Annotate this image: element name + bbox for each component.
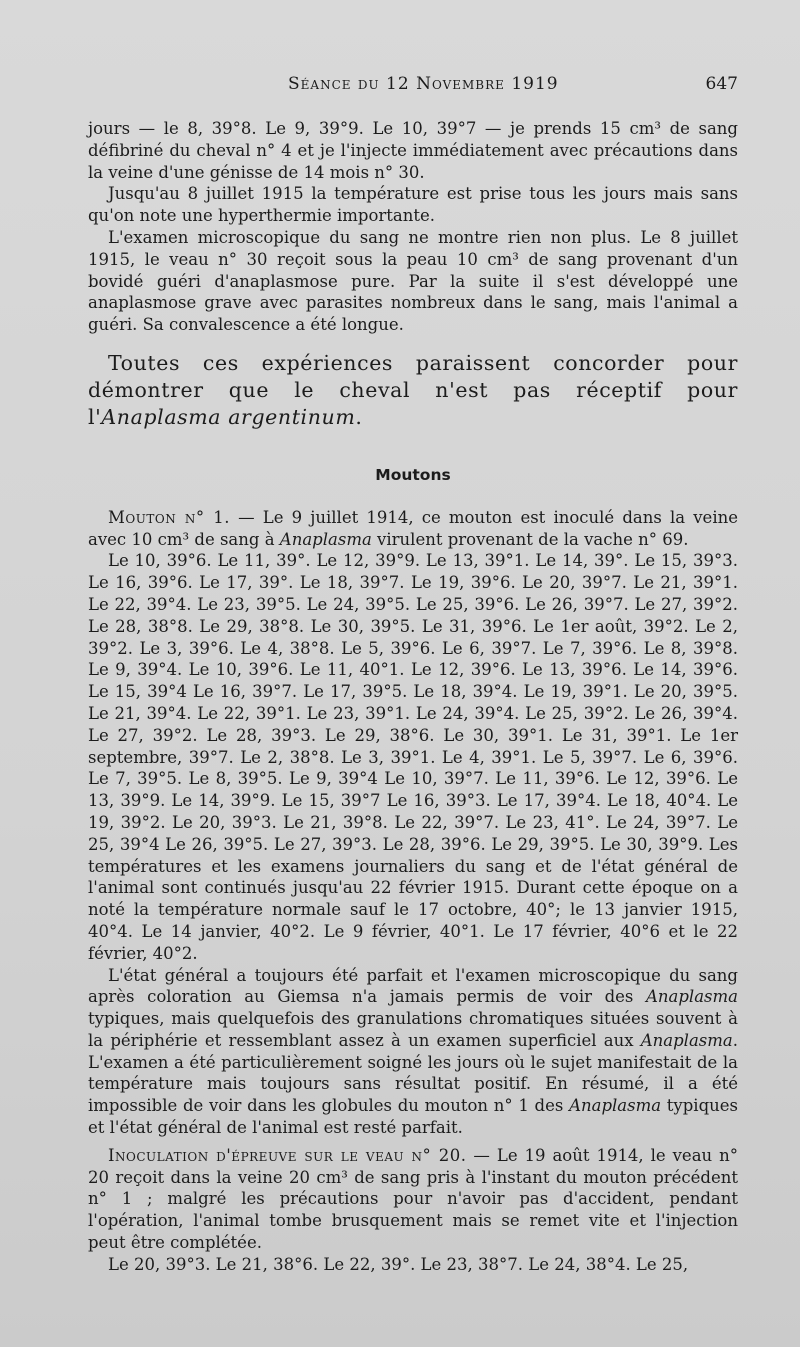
- mouton-label: Mouton n° 1.: [108, 507, 230, 527]
- etat-genus-3: Anaplasma: [569, 1096, 662, 1116]
- paragraph-temperatures: Le 10, 39°6. Le 11, 39°. Le 12, 39°9. Le 13, 39°1. Le 14, 39°. Le 15, 39°3. Le 16, 39°6. Le 17, 39°. Le 18, 39°7. Le 19, 39°6. Le 20, 39°7. Le 21, 39°1. Le 22, 39°4. Le 23, 39°5. Le 24, 39°5. Le 25, 39°6. Le 26, 39°7. Le 27, 39°2. Le 28, 38°8. Le 29, 38°8. Le 30, 39°5. Le 31, 39°6. Le 1er août, 39°2. Le 2, 39°2. Le 3, 39°6. Le 4, 38°8. Le 5, 39°6. Le 6, 39°7. Le 7, 39°6. Le 8, 39°8. Le 9, 39°4. Le 10, 39°6. Le 11, 40°1. Le 12, 39°6. Le 13, 39°6. Le 14, 39°6. Le 15, 39°4 Le 16, 39°7. Le 17, 39°5. Le 18, 39°4. Le 19, 39°1. Le 20, 39°5. Le 21, 39°4. Le 22, 39°1. Le 23, 39°1. Le 24, 39°4. Le 25, 39°2. Le 26, 39°4. Le 27, 39°2. Le 28, 39°3. Le 29, 38°6. Le 30, 39°1. Le 31, 39°1. Le 1er septembre, 39°7. Le 2, 38°8. Le 3, 39°1. Le 4, 39°1. Le 5, 39°7. Le 6, 39°6. Le 7, 39°5. Le 8, 39°5. Le 9, 39°4 Le 10, 39°7. Le 11, 39°6. Le 12, 39°6. Le 13, 39°9. Le 14, 39°9. Le 15, 39°7 Le 16, 39°3. Le 17, 39°4. Le 18, 40°4. Le 19, 39°2. Le 20, 39°3. Le 21, 39°8. Le 22, 39°7. Le 23, 41°. Le 24, 39°7. Le 25, 39°4 Le 26, 39°5. Le 27, 39°3. Le 28, 39°6. Le 29, 39°5. Le 30, 39°9. Les températures et les examens journaliers du sang et de l'état général de l'animal sont continués jusqu'au 22 février 1915. Durant cette époque on a noté la température normale sauf le 17 octobre, 40°; le 13 janvier 1915, 40°4. Le 14 janvier, 40°2. Le 9 février, 40°1. Le 17 février, 40°6 et le 22 février, 40°2.: [88, 551, 738, 963]
- paragraph-etat-general: [88, 965, 738, 1139]
- section-title: Moutons: [375, 465, 451, 484]
- paragraph-mouton-1: [88, 507, 738, 551]
- running-title: Séance du 12 Novembre 1919: [288, 74, 559, 94]
- paragraph-3: L'examen microscopique du sang ne montre rien non plus. Le 8 juillet 1915, le veau n° 30 reçoit sous la peau 10 cm³ de sang provenant d'un bovidé guéri d'anaplasmose pure. Par la suite il s'est développé une anaplasmose grave avec parasites nombreux dans le sang, mais l'animal a guéri. Sa convalescence a été longue.: [88, 227, 738, 335]
- mouton-text-c: virulent provenant de la vache n° 69.: [371, 529, 689, 549]
- etat-genus-2: Anaplasma: [640, 1030, 733, 1050]
- mouton-text-a: — Le 9 juillet 1914, ce mouton est inoculé dans la veine avec 10 cm³ de sang à: [88, 507, 738, 549]
- conclusion-paragraph: [88, 350, 738, 431]
- mouton-genus: Anaplasma: [279, 529, 372, 549]
- inoculation-label: Inoculation d'épreuve sur le veau n° 20.: [108, 1145, 467, 1165]
- etat-text-a: L'état général a toujours été parfait et l'examen microscopique du sang après coloration au Giemsa n'a jamais permis de voir des: [88, 965, 738, 1007]
- conclusion-end: .: [355, 404, 363, 429]
- paragraph-2: Jusqu'au 8 juillet 1915 la température est prise tous les jours mais sans qu'on note une hyperthermie importante.: [88, 184, 738, 226]
- page-number: 647: [705, 74, 738, 94]
- paragraph-1: jours — le 8, 39°8. Le 9, 39°9. Le 10, 39°7 — je prends 15 cm³ de sang défibriné du cheval n° 4 et je l'injecte immédiatement avec précautions dans la veine d'une génisse de 14 mois n° 30.: [88, 119, 738, 182]
- etat-text-c: typiques, mais quelquefois des granulations chromatiques situées souvent à la périphérie et ressemblant assez à un examen superficiel aux: [88, 1009, 738, 1050]
- etat-text-g: typiques et l'état général de l'animal est resté parfait.: [88, 1096, 739, 1138]
- etat-text-e: . L'examen a été particulièrement soigné les jours où le sujet manifestait de la température mais toujours sans résultat positif. En résumé, il a été impossible de voir dans les globules du mouton n° 1 des: [88, 1030, 738, 1116]
- etat-genus-1: Anaplasma: [645, 987, 738, 1007]
- conclusion-species: Anaplasma argentinum: [101, 404, 356, 429]
- conclusion-text: Toutes ces expériences paraissent concorder pour démontrer que le cheval n'est pas réceptif pour l': [88, 350, 738, 429]
- page-body: [88, 118, 738, 1276]
- paragraph-inoculation: [88, 1145, 738, 1254]
- running-header: [88, 74, 738, 104]
- paragraph-veau-temperatures: Le 20, 39°3. Le 21, 38°6. Le 22, 39°. Le 23, 38°7. Le 24, 38°4. Le 25,: [108, 1254, 689, 1274]
- inoculation-text: — Le 19 août 1914, le veau n° 20 reçoit dans la veine 20 cm³ de sang pris à l'instant du mouton précédent n° 1 ; malgré les précautions pour n'avoir pas d'accident, pendant l'opération, l'animal tombe brusquement mais se remet vite et l'injection peut être complétée.: [88, 1145, 738, 1253]
